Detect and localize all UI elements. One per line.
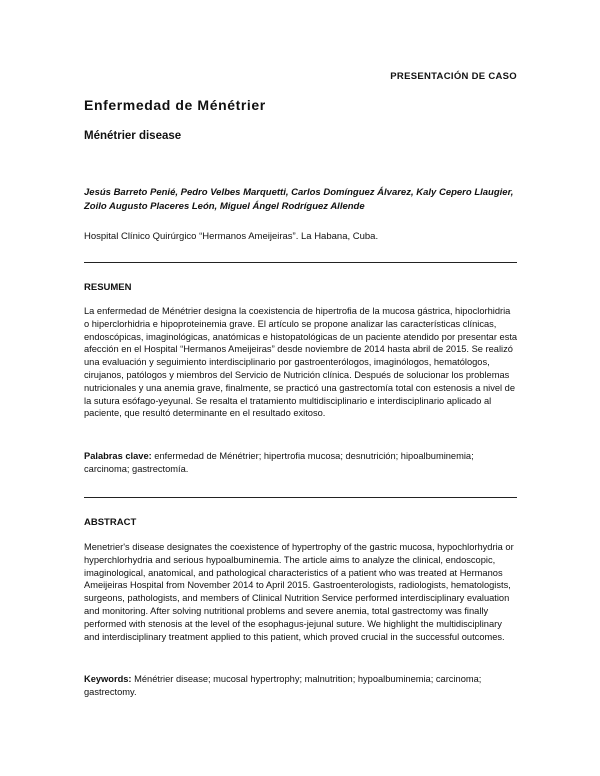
abstract-heading: ABSTRACT bbox=[84, 517, 137, 528]
divider-top bbox=[84, 262, 517, 263]
author-list: Jesús Barreto Penié, Pedro Velbes Marquetti, Carlos Domínguez Álvarez, Kaly Cepero Llaugier, Zoilo Augusto Placeres León, Miguel Ángel Rodríguez Allende bbox=[84, 187, 514, 212]
resumen-keywords bbox=[84, 450, 518, 476]
article-subtitle: Ménétrier disease bbox=[84, 130, 182, 142]
resumen-body: La enfermedad de Ménétrier designa la coexistencia de hipertrofia de la mucosa gástrica, hipoclorhidria o hiperclorhidria e hipoproteinemia grave. El artículo se propone analizar las características clínicas, endoscópicas, imaginológicas, anatómicas e histopatológicas de un paciente atendido por presentar esta afección en el Hospital “Hermanos Ameijeiras” desde noviembre de 2014 hasta abril de 2015. Se realizó una evaluación y seguimiento interdisciplinario por gastroenterólogos, imaginólogos, hematólogos, cirujanos, patólogos y miembros del Servicio de Nutrición clínica. Después de solucionar los problemas nutricionales y una anemia grave, finalmente, se practicó una gastrectomía total con estenosis a nivel de la sutura esófago-yeyunal. Se resalta el tratamiento multidisciplinario e interdisciplinario aplicado al paciente, que resultó determinante en el resultado exitoso. bbox=[84, 306, 518, 419]
divider-middle bbox=[84, 497, 517, 498]
keywords-text-es: enfermedad de Ménétrier; hipertrofia mucosa; desnutrición; hipoalbuminemia; carcinoma; gastrectomía. bbox=[84, 451, 474, 474]
keywords-label-en: Keywords: bbox=[84, 674, 132, 684]
resumen-heading: RESUMEN bbox=[84, 282, 132, 293]
keywords-label-es: Palabras clave: bbox=[84, 451, 152, 461]
affiliation: Hospital Clínico Quirúrgico “Hermanos Ameijeiras”. La Habana, Cuba. bbox=[84, 231, 379, 242]
section-label: PRESENTACIÓN DE CASO bbox=[390, 71, 517, 82]
keywords-text-en: Ménétrier disease; mucosal hypertrophy; malnutrition; hypoalbuminemia; carcinoma; gastrectomy. bbox=[84, 674, 482, 697]
article-title: Enfermedad de Ménétrier bbox=[84, 97, 266, 113]
abstract-body: Menetrier's disease designates the coexistence of hypertrophy of the gastric mucosa, hypochlorhydria or hyperchlorhydria and serious hypoalbuminemia. The article aims to analyze the clinical, endoscopic, imaginological, anatomical, and pathological characteristics of a patient who was treated at Hermanos Ameijeiras Hospital from November 2014 to April 2015. Gastroenterologists, radiologists, hematologists, surgeons, pathologists, and members of Clinical Nutrition Service performed interdisciplinary evaluation and monitoring. After solving nutritional problems and severe anemia, total gastrectomy was finally performed with stenosis at the level of the esophagus-jejunal suture. We highlight the multidisciplinary and interdisciplinary treatment applied to this patient, which proved crucial in the successful outcomes. bbox=[84, 542, 514, 642]
abstract-keywords bbox=[84, 673, 518, 699]
